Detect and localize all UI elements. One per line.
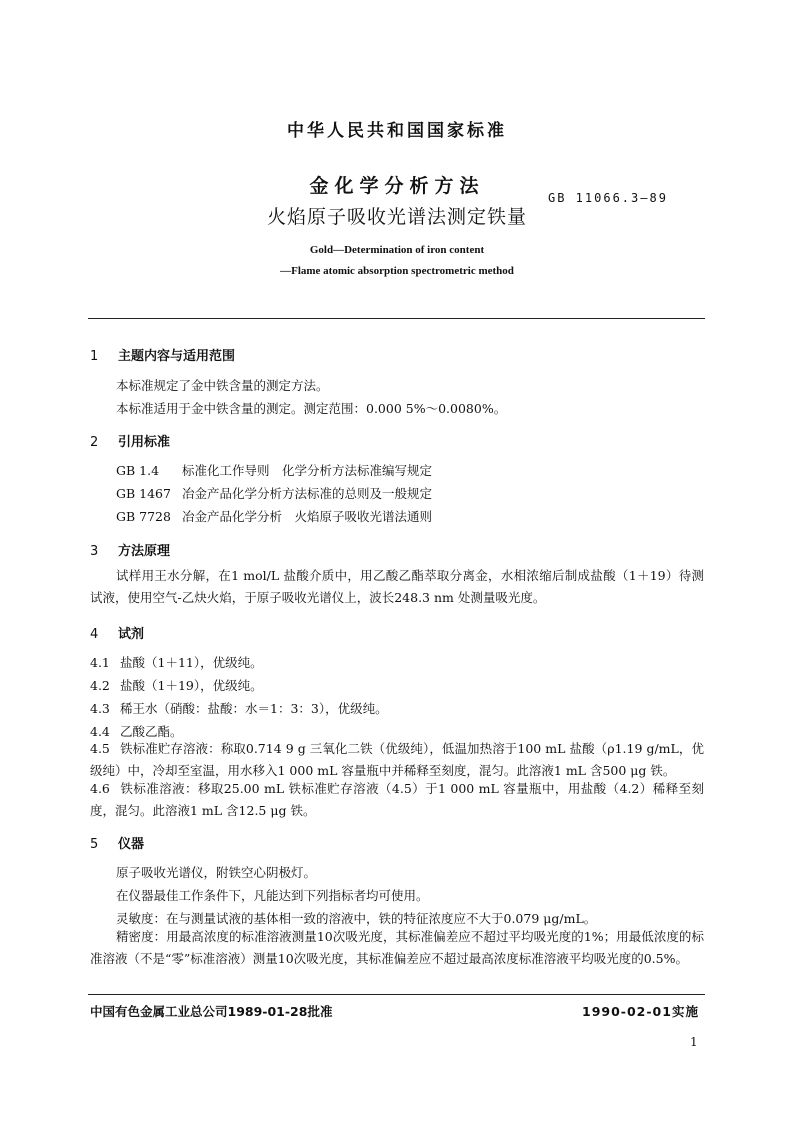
effective-date: 1990-02-01实施 (582, 1004, 699, 1019)
section-heading-3: 3 方法原理 (90, 544, 171, 559)
title-en-line-2: —Flame atomic absorption spectrometric method (280, 265, 514, 277)
paragraph: 精密度：用最高浓度的标准溶液测量10次吸光度，其标准偏差应不超过平均吸光度的1%；用最低浓度的标准溶液（不是“零”标准溶液）测量10次吸光度，其标准偏差应不超过最高浓度标准溶液平均吸光度的0.5%。 (90, 929, 704, 966)
paragraph: 试样用王水分解，在1 mol/L 盐酸介质中，用乙酸乙酯萃取分离金，水相浓缩后制成盐酸（1＋19）待测试液，使用空气-乙炔火焰，于原子吸收光谱仪上，波长248.3 nm 处测量吸光度。 (90, 568, 704, 605)
reference-item: GB 1.4 标准化工作导则 化学分析方法标准编写规定 (116, 463, 433, 478)
reagent-item: 4.5 铁标准贮存溶液：称取0.714 9 g 三氧化二铁（优级纯），低温加热溶于100 mL 盐酸（ρ1.19 g/mL，优级纯）中，冷却至室温，用水移入1 000 mL 容量瓶中并稀释至刻度，混匀。此溶液1 mL 含500 μg 铁。 (90, 741, 704, 778)
title-sub: 火焰原子吸收光谱法测定铁量 (266, 206, 527, 228)
paragraph: 灵敏度：在与测量试液的基体相一致的溶液中，铁的特征浓度应不大于0.079 μg/mL。 (116, 911, 597, 926)
paragraph: 本标准适用于金中铁含量的测定。测定范围：0.000 5%～0.0080%。 (116, 401, 507, 416)
paragraph: 在仪器最佳工作条件下，凡能达到下列指标者均可使用。 (116, 888, 429, 903)
issuing-body: 中华人民共和国国家标准 (287, 121, 507, 141)
reagent-item: 4.1 盐酸（1＋11），优级纯。 (90, 655, 263, 670)
approval-line: 中国有色金属工业总公司1989-01-28批准 (90, 1004, 333, 1019)
section-heading-5: 5 仪器 (90, 837, 145, 852)
reagent-item: 4.2 盐酸（1＋19），优级纯。 (90, 678, 263, 693)
header-divider (88, 318, 705, 319)
title-en-line-1: Gold—Determination of iron content (309, 244, 485, 256)
reagent-item: 4.4 乙酸乙酯。 (90, 724, 183, 739)
reagent-item: 4.6 铁标准溶液：移取25.00 mL 铁标准贮存溶液（4.5）于1 000 mL 容量瓶中，用盐酸（4.2）稀释至刻度，混匀。此溶液1 mL 含12.5 μg 铁。 (90, 781, 704, 818)
section-heading-2: 2 引用标准 (90, 435, 171, 450)
section-heading-4: 4 试剂 (90, 627, 145, 642)
reference-item: GB 1467 冶金产品化学分析方法标准的总则及一般规定 (116, 486, 433, 501)
footer-divider (88, 994, 705, 995)
standard-number: GB 11066.3—89 (548, 191, 668, 205)
page-number: 1 (690, 1035, 698, 1049)
reference-item: GB 7728 冶金产品化学分析 火焰原子吸收光谱法通则 (116, 509, 433, 524)
paragraph: 本标准规定了金中铁含量的测定方法。 (116, 378, 329, 393)
title-main: 金化学分析方法 (309, 175, 485, 197)
section-heading-1: 1 主题内容与适用范围 (90, 349, 236, 364)
reagent-item: 4.3 稀王水（硝酸：盐酸：水＝1：3：3），优级纯。 (90, 701, 388, 716)
paragraph: 原子吸收光谱仪，附铁空心阴极灯。 (116, 865, 317, 880)
